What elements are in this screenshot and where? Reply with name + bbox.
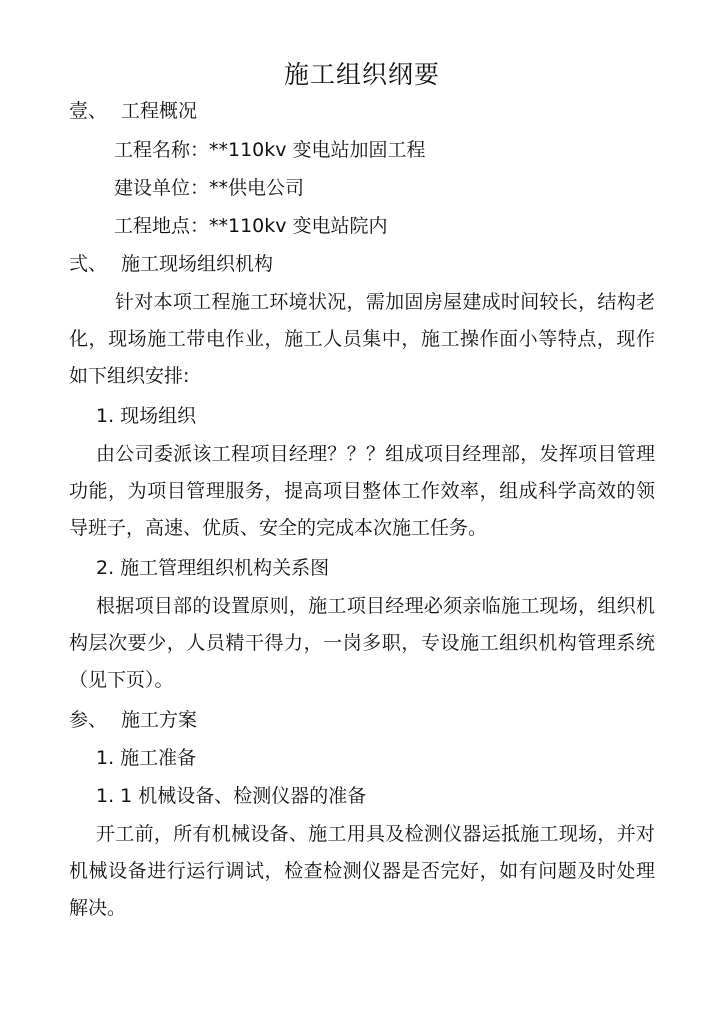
builder-line: 建设单位：**供电公司 [114, 177, 305, 199]
section-2-title: 施工现场组织机构 [121, 253, 274, 275]
subsection-3-1-1-paragraph: 开工前，所有机械设备、施工用具及检测仪器运抵施工现场，并对机械设备进行运行调试，检查检测仪器是否完好，如有问题及时处理解决。 [69, 823, 655, 919]
section-2-heading [69, 252, 273, 276]
section-2-number: 弍、 [69, 253, 108, 275]
subsection-2-1-paragraph: 由公司委派该工程项目经理？？？组成项目经理部，发挥项目管理功能，为项目管理服务，提高项目整体工作效率，组成科学高效的领导班子，高速、优质、安全的完成本次施工任务。 [69, 443, 655, 539]
section-3-title: 施工方案 [121, 709, 198, 731]
project-name-line: 工程名称：**110kv 变电站加固工程 [114, 139, 426, 161]
document-title: 施工组织纲要 [283, 60, 440, 89]
subsection-2-2-heading: 2. 施工管理组织机构关系图 [96, 557, 330, 579]
section-1-heading [69, 99, 197, 123]
subsection-2-1-heading: 1. 现场组织 [96, 405, 197, 427]
subsection-3-1-heading: 1. 施工准备 [96, 747, 197, 769]
location-line: 工程地点：**110kv 变电站院内 [114, 215, 388, 237]
subsection-2-2-paragraph: 根据项目部的设置原则，施工项目经理必须亲临施工现场，组织机构层次要少，人员精干得力，一岗多职，专设施工组织机构管理系统（见下页）。 [69, 595, 655, 691]
section-2-intro-paragraph: 针对本项工程施工环境状况，需加固房屋建成时间较长，结构老化，现场施工带电作业，施工人员集中，施工操作面小等特点，现作如下组织安排: [69, 291, 655, 387]
section-3-heading [69, 708, 197, 732]
section-1-title: 工程概况 [121, 100, 198, 122]
section-3-number: 参、 [69, 709, 108, 731]
subsection-3-1-1-heading: 1. 1 机械设备、检测仪器的准备 [96, 785, 367, 807]
section-1-number: 壹、 [69, 100, 108, 122]
